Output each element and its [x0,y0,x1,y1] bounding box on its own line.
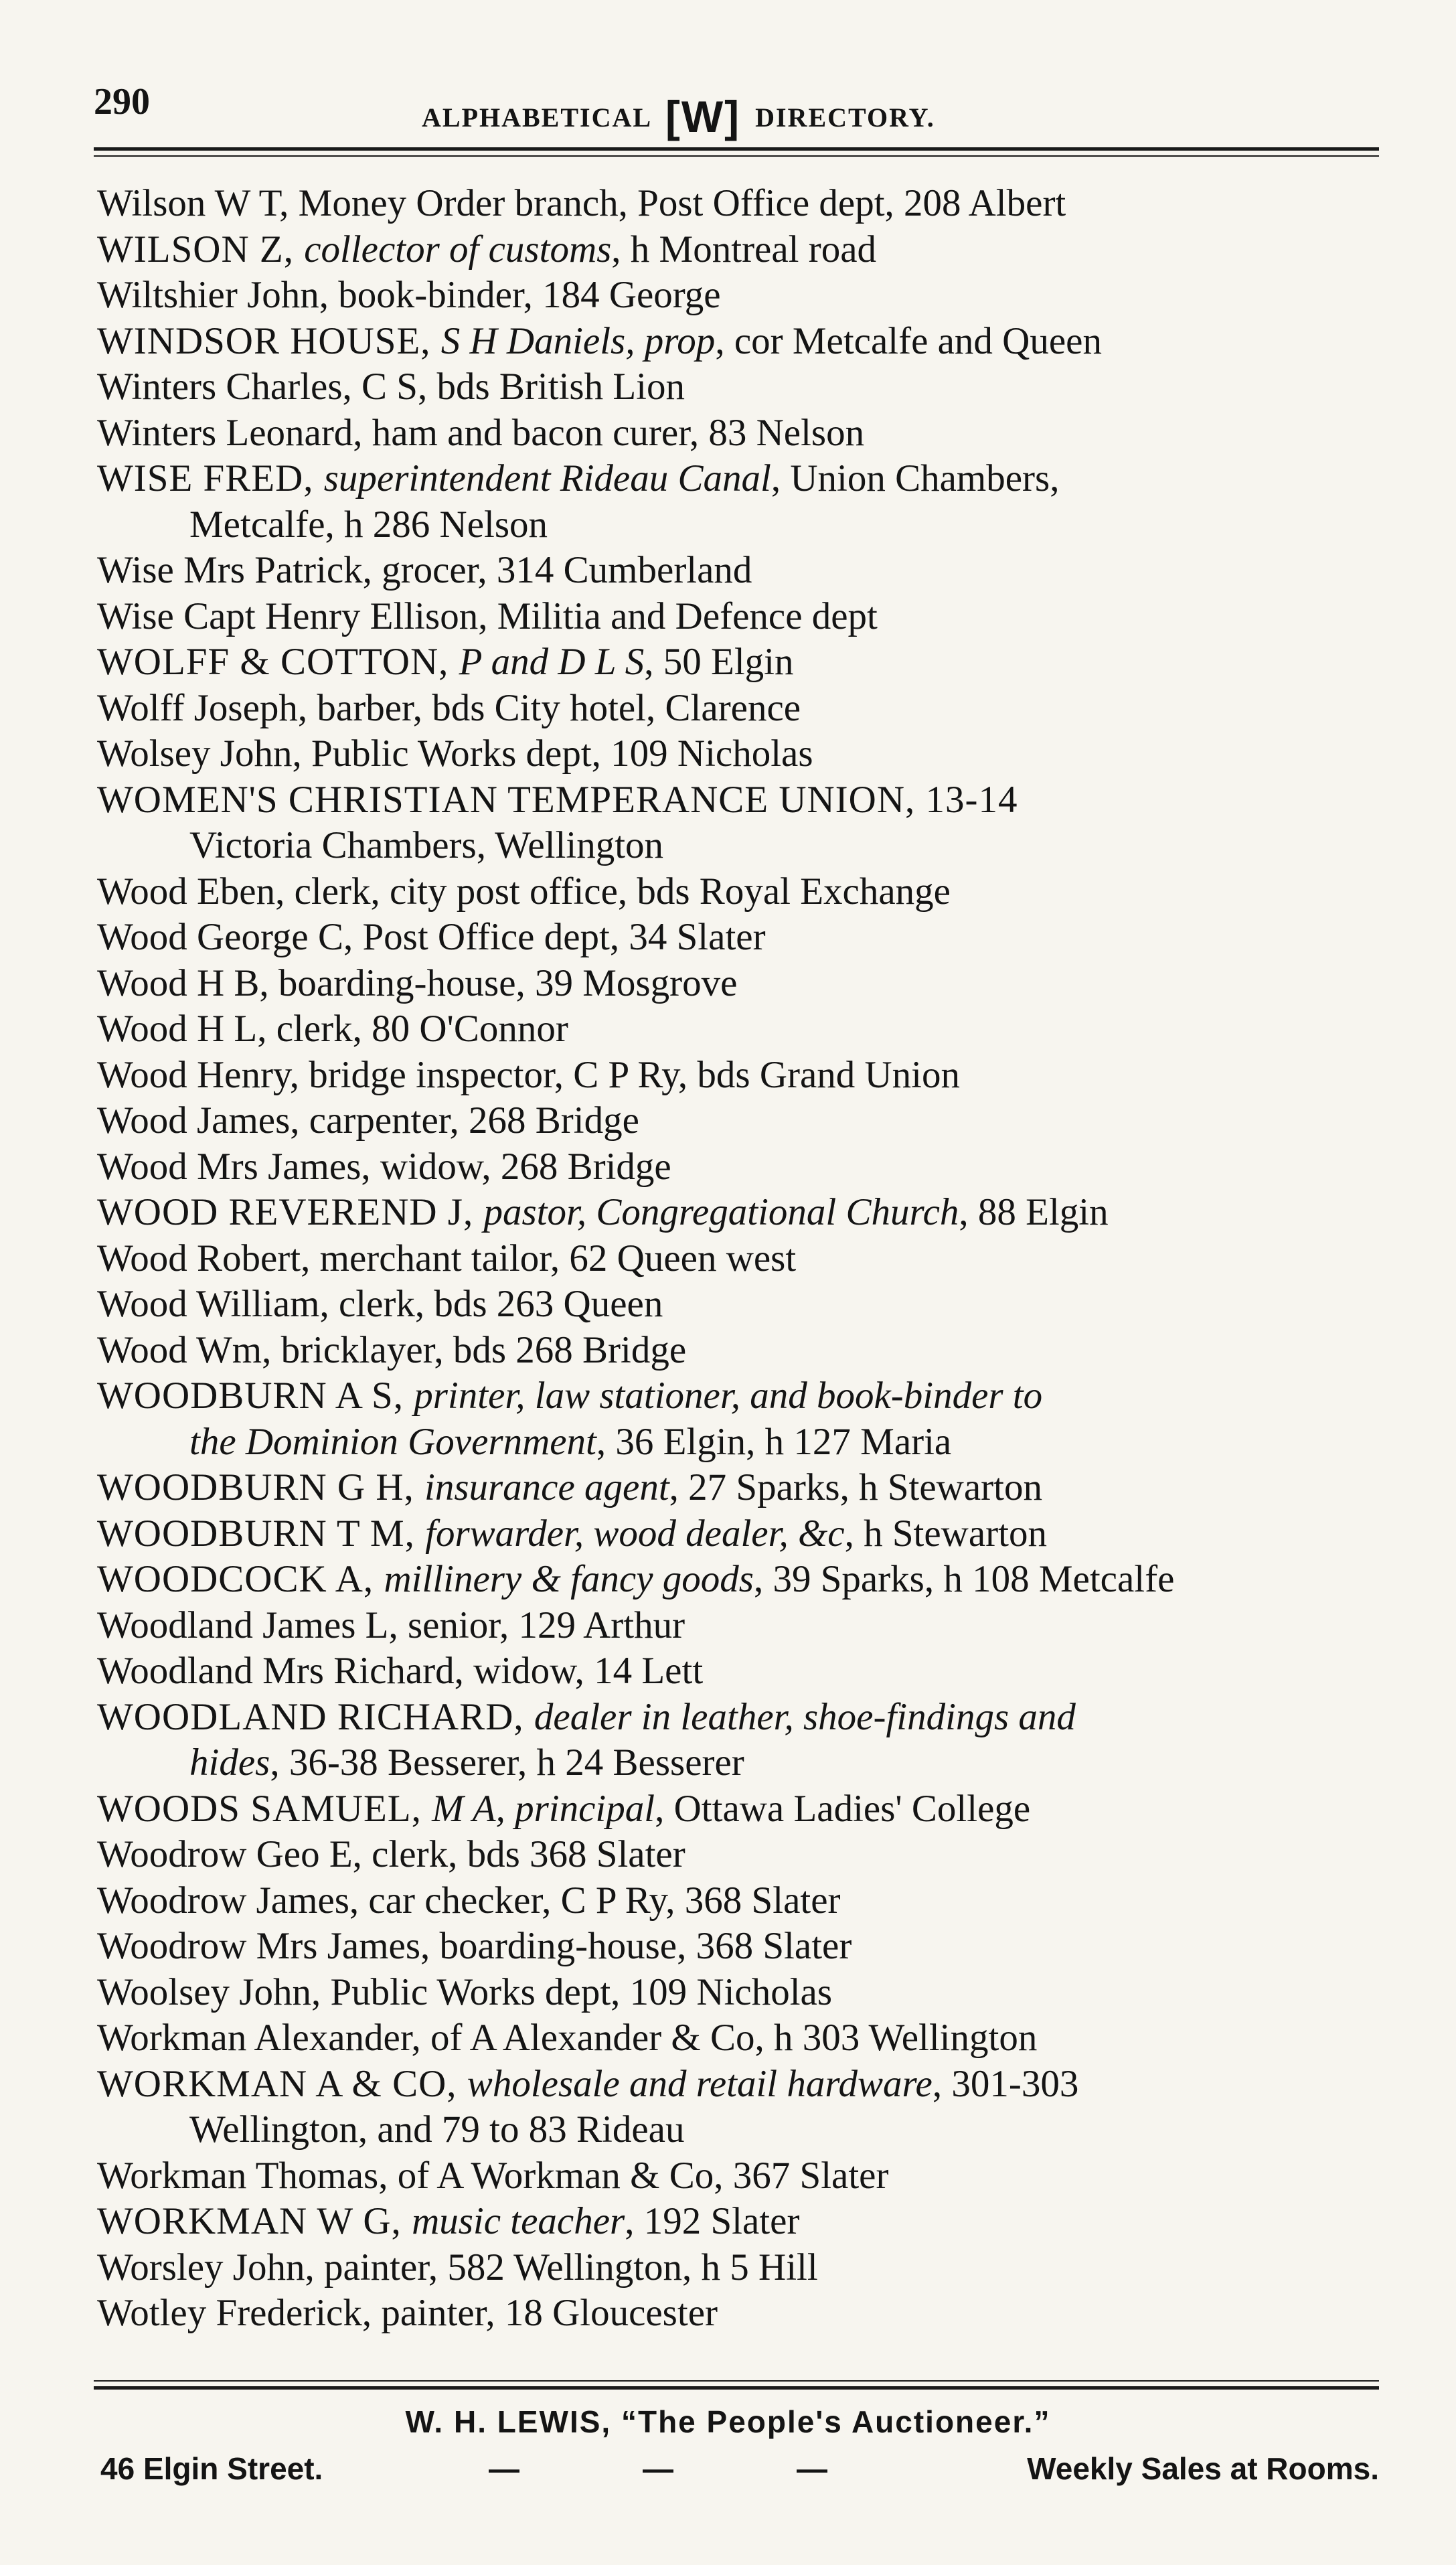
entry-text: , h Montreal road [611,228,877,270]
entry-text: Wood H L, clerk, 80 O'Connor [97,1008,568,1050]
entry-continuation-line [97,2107,1382,2153]
directory-entries [97,181,1382,2337]
directory-entry [97,319,1382,365]
entry-continuation-line [97,1740,1382,1786]
directory-entry [97,2015,1382,2062]
entry-text: Wilson W T, Money Order branch, Post Office dept, 208 Albert [97,182,1066,224]
directory-entry [97,1924,1382,1970]
directory-entry [97,1695,1382,1741]
directory-entry [97,1648,1382,1695]
entry-text: , h Stewarton [844,1512,1047,1555]
entry-italic-text: M A, principal [432,1787,655,1830]
page-number: 290 [94,81,150,123]
directory-entry [97,731,1382,777]
directory-entry [97,548,1382,594]
directory-entry [97,1053,1382,1099]
directory-entry [97,410,1382,457]
directory-entry [97,1557,1382,1603]
entry-italic-text: S H Daniels, prop [440,319,716,362]
directory-entry [97,1465,1382,1511]
weekly-sales-note: Weekly Sales at Rooms. [1027,2451,1379,2486]
directory-entry [97,1832,1382,1878]
entry-text: Wood Henry, bridge inspector, C P Ry, bds Grand Union [97,1053,961,1096]
directory-entry [97,1281,1382,1328]
entry-text: WINDSOR HOUSE, [97,319,441,362]
entry-continuation-line [97,1419,1382,1466]
entry-text: WORKMAN A & CO, [97,2062,467,2105]
directory-entry [97,1511,1382,1557]
directory-entry [97,2062,1382,2108]
entry-text: , Union Chambers, [771,457,1060,499]
directory-entry [97,1328,1382,1374]
entry-text: WOOD REVEREND J, [97,1191,484,1233]
entry-italic-text: superintendent Rideau Canal [323,457,771,499]
entry-text: , 301-303 [932,2062,1079,2105]
entry-text: Woodland James L, senior, 129 Arthur [97,1604,685,1646]
directory-entry [97,1373,1382,1419]
entry-text: WISE FRED, [97,457,324,499]
directory-entry [97,1190,1382,1236]
entry-text: Wood Mrs James, widow, 268 Bridge [97,1145,671,1188]
directory-entry [97,686,1382,732]
directory-entry [97,273,1382,319]
dash-separator: — [489,2451,519,2486]
entry-text: WOODS SAMUEL, [97,1787,432,1830]
page-header [94,80,1379,141]
directory-entry [97,2290,1382,2337]
directory-entry [97,2153,1382,2199]
entry-text: , 88 Elgin [959,1191,1109,1233]
entry-text: Wood Robert, merchant tailor, 62 Queen west [97,1237,797,1279]
entry-text: WOLFF & COTTON, [97,641,459,683]
entry-text: Woodrow James, car checker, C P Ry, 368 Slater [97,1879,841,1922]
directory-entry [97,364,1382,410]
entry-text: Wood H B, boarding-house, 39 Mosgrove [97,961,738,1004]
directory-entry [97,1098,1382,1144]
entry-text: WOODCOCK A, [97,1558,384,1600]
directory-entry [97,1006,1382,1053]
entry-text: Wood Wm, bricklayer, bds 268 Bridge [97,1328,687,1371]
entry-italic-text: the Dominion Government [189,1420,596,1463]
entry-text: Wellington, and 79 to 83 Rideau [189,2108,685,2151]
entry-italic-text: dealer in leather, shoe-findings and [534,1695,1076,1738]
entry-italic-text: forwarder, wood dealer, &c [425,1512,845,1555]
entry-text: Woodrow Mrs James, boarding-house, 368 Slater [97,1925,852,1967]
entry-text: Woodland Mrs Richard, widow, 14 Lett [97,1650,704,1692]
entry-text: Wood Eben, clerk, city post office, bds Royal Exchange [97,870,951,913]
entry-text: Woolsey John, Public Works dept, 109 Nicholas [97,1970,833,2013]
advertiser-address: 46 Elgin Street. [100,2451,323,2486]
entry-text: Wood George C, Post Office dept, 34 Slater [97,916,766,958]
entry-italic-text: hides [189,1741,270,1784]
section-letter: [W] [665,92,741,141]
directory-entry [97,1878,1382,1924]
entry-text: WOODBURN T M, [97,1512,426,1555]
directory-entry [97,227,1382,273]
entry-text: Workman Thomas, of A Workman & Co, 367 Slater [97,2154,889,2197]
entry-text: WOMEN'S CHRISTIAN TEMPERANCE UNION, 13-14 [97,778,1018,821]
directory-entry [97,1786,1382,1833]
directory-entry [97,639,1382,686]
directory-entry [97,1970,1382,2016]
running-title [422,91,935,142]
entry-text: WORKMAN W G, [97,2200,412,2242]
entry-italic-text: wholesale and retail hardware [467,2062,933,2105]
entry-continuation-line [97,823,1382,869]
entry-text: Wise Capt Henry Ellison, Militia and Defence dept [97,595,878,637]
entry-italic-text: millinery & fancy goods [384,1558,754,1600]
directory-entry [97,181,1382,227]
entry-text: Wotley Frederick, painter, 18 Gloucester [97,2292,718,2334]
directory-entry [97,777,1382,824]
entry-text: , 192 Slater [625,2200,800,2242]
header-rule-thick [94,147,1379,151]
running-title-right: DIRECTORY. [755,102,935,133]
entry-text: Winters Charles, C S, bds British Lion [97,366,685,408]
entry-text: Winters Leonard, ham and bacon curer, 83 Nelson [97,411,865,454]
directory-entry [97,2199,1382,2245]
entry-text: , 36-38 Besserer, h 24 Besserer [270,1741,744,1784]
entry-text: , 50 Elgin [644,641,794,683]
entry-italic-text: printer, law stationer, and book-binder to [414,1375,1043,1417]
entry-italic-text: P and D L S [459,641,645,683]
entry-text: Wolff Joseph, barber, bds City hotel, Clarence [97,686,801,729]
entry-text: , 36 Elgin, h 127 Maria [596,1420,952,1463]
dash-separator: — [797,2451,827,2486]
entry-text: Wolsey John, Public Works dept, 109 Nicholas [97,732,813,775]
footer-rule-thick [94,2386,1379,2390]
entry-text: WOODLAND RICHARD, [97,1695,534,1738]
directory-entry [97,2245,1382,2291]
directory-entry [97,869,1382,915]
entry-italic-text: insurance agent [424,1466,669,1508]
advertisement-line: W. H. LEWIS, “The People's Auctioneer.” [405,2404,1051,2439]
entry-text: Workman Alexander, of A Alexander & Co, h 303 Wellington [97,2017,1038,2059]
entry-text: Wood William, clerk, bds 263 Queen [97,1283,663,1325]
entry-text: , cor Metcalfe and Queen [715,319,1102,362]
advertisement-details [100,2451,1379,2491]
entry-text: WILSON Z, [97,228,305,270]
running-title-left: ALPHABETICAL [422,102,651,133]
entry-italic-text: collector of customs [304,228,612,270]
entry-text: Woodrow Geo E, clerk, bds 368 Slater [97,1833,685,1875]
entry-text: Worsley John, painter, 582 Wellington, h 5 Hill [97,2246,818,2288]
directory-entry [97,1144,1382,1190]
entry-text: WOODBURN G H, [97,1466,424,1508]
footer-rule-thin [94,2380,1379,2382]
entry-text: , Ottawa Ladies' College [655,1787,1031,1830]
directory-entry [97,961,1382,1007]
entry-text: Wood James, carpenter, 268 Bridge [97,1099,639,1142]
entry-text: Wiltshier John, book-binder, 184 George [97,274,721,316]
directory-entry [97,456,1382,502]
entry-italic-text: pastor, Congregational Church [483,1191,959,1233]
entry-text: , 27 Sparks, h Stewarton [669,1466,1042,1508]
header-rule-thin [94,155,1379,157]
entry-text: WOODBURN A S, [97,1375,414,1417]
directory-entry [97,1236,1382,1282]
entry-text: Wise Mrs Patrick, grocer, 314 Cumberland [97,549,752,591]
entry-text: , 39 Sparks, h 108 Metcalfe [753,1558,1175,1600]
directory-entry [97,915,1382,961]
directory-entry [97,1603,1382,1649]
entry-italic-text: music teacher [412,2200,625,2242]
dash-separator: — [643,2451,673,2486]
entry-text: Victoria Chambers, Wellington [189,824,664,866]
directory-entry [97,594,1382,640]
entry-text: Metcalfe, h 286 Nelson [189,503,548,546]
entry-continuation-line [97,502,1382,548]
